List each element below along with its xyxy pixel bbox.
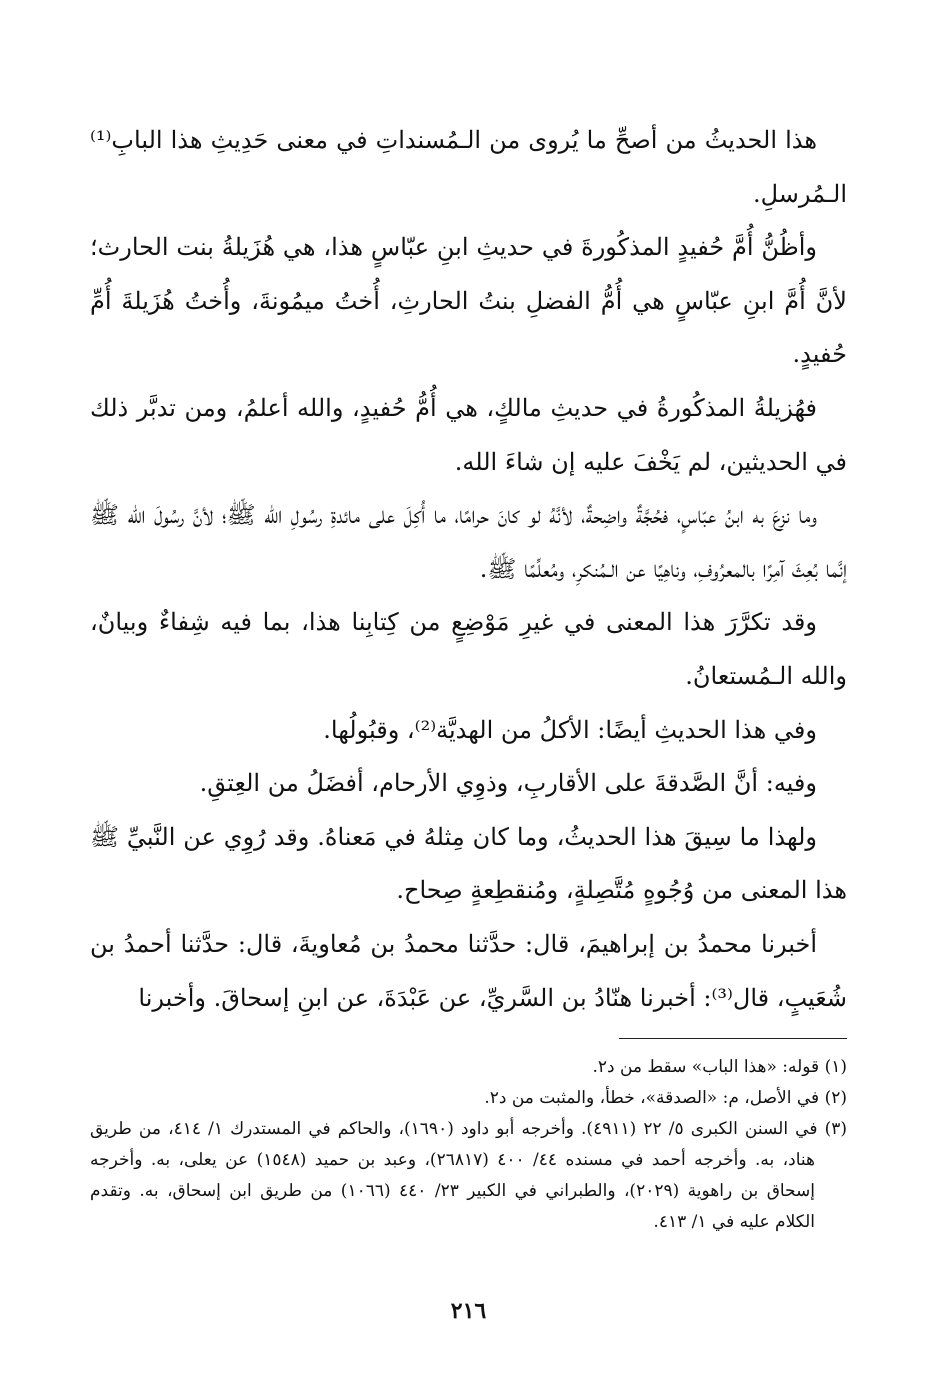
main-text [90,114,847,1025]
paragraph-9: أخبرنا محمدُ بن إبراهيمَ، قال: حدَّثنا محمدُ بن مُعاويةَ، قال: حدَّثنا أحمدُ بن شُعَيبٍ، قال⁽³⁾: أخبرنا هنّادُ بن السَّريِّ، عن عَبْدَةَ، عن ابنِ إسحاقَ. وأخبرنا [90,929,847,1012]
paragraph-8: ولهذا ما سِيقَ هذا الحديثُ، وما كان مِثلهُ في مَعناهُ. وقد رُوِي عن النَّبيِّ ﷺ هذا المعنى من وُجُوهٍ مُتَّصِلةٍ، ومُنقطِعةٍ صِحاح. [90,822,847,905]
footnote-3: (٣) في السنن الكبرى ٥/ ٢٢ (٤٩١١). وأخرجه أبو داود (١٦٩٠)، والحاكم في المستدرك ١/ ٤١٤، من طريق هناد، به. وأخرجه أحمد في مسنده ٤٤/ ٤٠٠ (٢٦٨١٧)، وعبد بن حميد (١٥٤٨) عن يعلى، به. وأخرجه إسحاق بن راهوية (٢٠٢٩)، والطبراني في الكبير ٢٣/ ٤٤٠ (١٠٦٦) من طريق ابن إسحاق، به. وتقدم الكلام عليه في ١/ ٤١٣. [90,1119,847,1232]
footnotes [90,1052,847,1238]
page-number: ٢١٦ [450,1298,487,1324]
paragraph-2: وأظُنُّ أُمَّ حُفيدٍ المذكُورةَ في حديثِ ابنِ عبّاسٍ هذا، هي هُزَيلةُ بنت الحارث؛ لأنَّ أُمَّ ابنِ عبّاسٍ هي أُمُّ الفضلِ بنتُ الحارثِ، أُختُ ميمُونةَ، وأُختُ هُزَيلةَ أُمِّ حُفيدٍ. [90,233,847,369]
paragraph-6: وفي هذا الحديثِ أيضًا: الأكلُ من الهديَّة⁽²⁾، وقبُولُها. [323,715,817,744]
paragraph-3: فهُزيلةُ المذكُورةُ في حديثِ مالكٍ، هي أُمُّ حُفيدٍ، والله أعلمُ، ومن تدبَّر ذلك في الحديثين، لم يَخْفَ عليه إن شاءَ الله. [90,393,847,476]
footnote-2: (٢) في الأصل، م: «الصدقة»، خطأ، والمثبت من د٢. [484,1088,847,1108]
paragraph-5: وقد تكرَّرَ هذا المعنى في غيرِ مَوْضِعٍ من كِتابِنا هذا، بما فيه شِفاءٌ وبيانٌ، والله الـمُستعانُ. [90,608,847,690]
paragraph-4: وما نزعَ به ابنُ عبّاسٍ، فحُجَّةٌ واضِحةٌ، لأنَّهُ لو كانَ حرامًا، ما أُكِلَ على مائدةِ رسُولِ الله ﷺ؛ لأنَّ رسُولَ الله ﷺ إنَّما بُعِثَ آمِرًا بالمعرُوفِ، وناهِيًا عن الـمُنكرِ، ومُعلِّمًا ﷺ. [90,501,847,583]
paragraph-7: وفيه: أنَّ الصَّدقةَ على الأقاربِ، وذوِي الأرحام، أفضَلُ من العِتقِ. [199,769,817,798]
footnote-divider [619,1038,847,1039]
paragraph-1: هذا الحديثُ من أصحِّ ما يُروى من الـمُسنداتِ في معنى حَدِيثِ هذا البابِ⁽¹⁾ الـمُرسلِ. [90,126,847,208]
footnote-1: (١) قوله: «هذا الباب» سقط من د٢. [592,1057,847,1077]
